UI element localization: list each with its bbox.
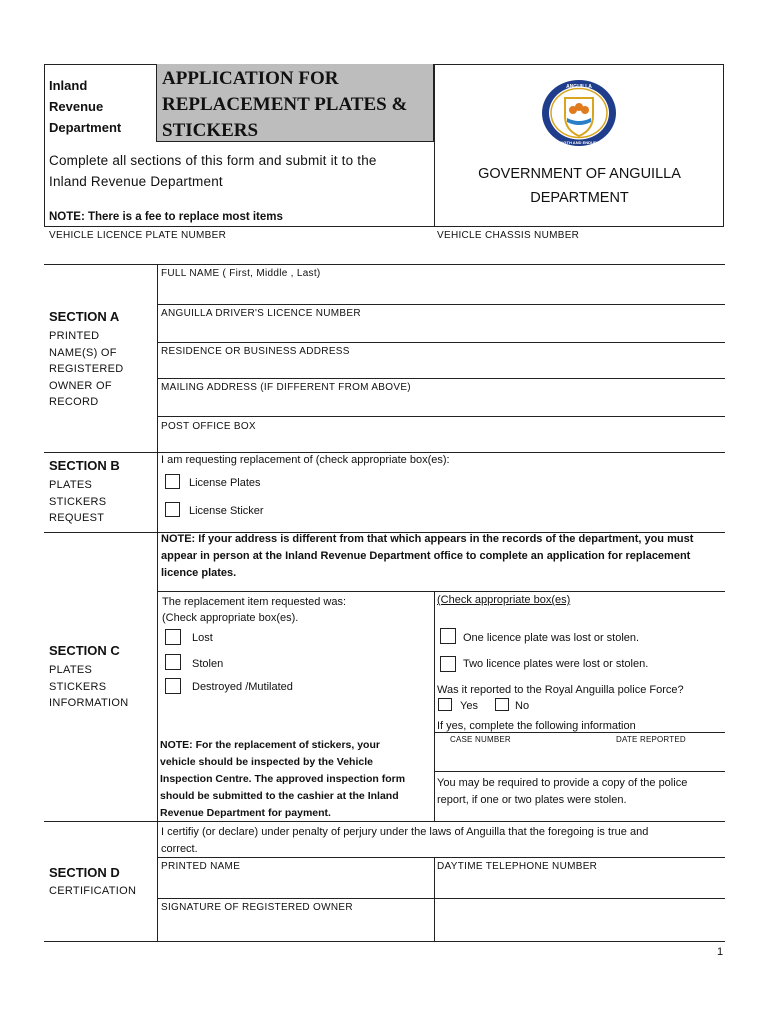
sticker-note-line5: Revenue Department for payment.: [160, 807, 331, 819]
sticker-note: [160, 737, 405, 822]
government-title: [435, 162, 724, 210]
sticker-note-line4: should be submitted to the cashier at the Inland: [160, 790, 399, 802]
sc-sub1: PLATES: [49, 664, 93, 676]
drivers-licence-field[interactable]: [160, 322, 723, 342]
two-plates-label: Two licence plates were lost or stolen.: [463, 658, 649, 670]
license-sticker-checkbox[interactable]: [165, 502, 180, 517]
signature-right-field[interactable]: [437, 900, 723, 940]
chassis-number-label: VEHICLE CHASSIS NUMBER: [437, 230, 580, 241]
rule: [434, 771, 725, 772]
instructions: [49, 150, 377, 192]
instructions-line2: Inland Revenue Department: [49, 174, 223, 189]
signature-field[interactable]: [160, 916, 432, 940]
certify-line2: correct.: [161, 843, 198, 855]
license-plates-label: License Plates: [189, 477, 261, 489]
page-number: 1: [717, 946, 724, 958]
rule: [157, 591, 725, 592]
rule: [157, 378, 725, 379]
replacement-request-intro: I am requesting replacement of (check appropriate box(es):: [161, 454, 450, 466]
police-copy-line1: You may be required to provide a copy of the police: [437, 777, 688, 789]
section-c-middle-divider: [434, 591, 435, 821]
title-line1: APPLICATION FOR: [162, 68, 339, 89]
section-a-subtitle: [49, 328, 124, 411]
if-yes-instruction: If yes, complete the following information: [437, 720, 636, 732]
section-b-heading: SECTION B: [49, 458, 120, 473]
section-c-subtitle: [49, 662, 128, 712]
printed-name-label: PRINTED NAME: [161, 861, 241, 872]
two-plates-checkbox[interactable]: [440, 656, 456, 672]
mailing-address-label: MAILING ADDRESS (IF DIFFERENT FROM ABOVE): [161, 382, 411, 393]
rule: [157, 304, 725, 305]
fee-note: NOTE: There is a fee to replace most items: [49, 211, 283, 223]
section-d-subtitle: CERTIFICATION: [49, 885, 137, 897]
one-plate-checkbox[interactable]: [440, 628, 456, 644]
dept-line2: Revenue: [49, 99, 104, 114]
yes-checkbox[interactable]: [438, 698, 452, 711]
address-note-line1: NOTE: If your address is different from that which appears in the records of the department, you must: [161, 533, 694, 545]
license-plates-checkbox[interactable]: [165, 474, 180, 489]
license-sticker-label: License Sticker: [189, 505, 264, 517]
certify-line1: I certifiy (or declare) under penalty of perjury under the laws of Anguilla that the foregoing is true and: [161, 826, 649, 838]
department-name: [49, 75, 121, 138]
section-d-heading: SECTION D: [49, 865, 120, 880]
no-label: No: [515, 700, 530, 712]
section-c-heading: SECTION C: [49, 643, 120, 658]
printed-name-field[interactable]: [160, 875, 432, 897]
destroyed-checkbox[interactable]: [165, 678, 181, 694]
residence-field[interactable]: [160, 360, 723, 378]
address-note-line3: licence plates.: [161, 567, 237, 579]
lost-checkbox[interactable]: [165, 629, 181, 645]
daytime-phone-label: DAYTIME TELEPHONE NUMBER: [437, 861, 598, 872]
full-name-field[interactable]: [160, 282, 723, 304]
anguilla-seal-icon: [538, 78, 620, 148]
section-b-subtitle: [49, 477, 106, 527]
po-box-field[interactable]: [160, 435, 723, 451]
rule: [157, 416, 725, 417]
sb-sub1: PLATES: [49, 479, 93, 491]
address-note-line2: appear in person at the Inland Revenue Department office to complete an application for replacement: [161, 550, 691, 562]
no-checkbox[interactable]: [495, 698, 509, 711]
signature-label: SIGNATURE OF REGISTERED OWNER: [161, 902, 353, 913]
dept-line1: Inland: [49, 78, 88, 93]
date-reported-label: DATE REPORTED: [616, 735, 686, 744]
police-copy-line2: report, if one or two plates were stolen.: [437, 794, 627, 806]
destroyed-label: Destroyed /Mutilated: [192, 681, 293, 693]
sa-sub5: RECORD: [49, 396, 99, 408]
sticker-note-line1: NOTE: For the replacement of stickers, your: [160, 739, 380, 751]
replaced-line1: The replacement item requested was:: [162, 596, 347, 608]
section-c-divider: [157, 532, 158, 821]
title-line2: REPLACEMENT PLATES &: [162, 94, 408, 115]
sa-sub3: REGISTERED: [49, 363, 124, 375]
dept-line3: Department: [49, 120, 122, 135]
mailing-address-field[interactable]: [160, 396, 723, 416]
residence-label: RESIDENCE OR BUSINESS ADDRESS: [161, 346, 350, 357]
replaced-line2: (Check appropriate box(es).: [162, 612, 299, 624]
replacement-item-question: [162, 594, 346, 626]
plate-number-field[interactable]: [46, 244, 432, 264]
chassis-number-field[interactable]: [437, 244, 723, 264]
seal-text-bottom: STRENGTH AND ENDURANCE: [549, 140, 609, 145]
right-check-header: (Check appropriate box(es): [437, 594, 571, 606]
sc-sub3: INFORMATION: [49, 697, 129, 709]
case-number-field[interactable]: [437, 746, 597, 770]
anguilla-seal: [538, 78, 620, 148]
instructions-line1: Complete all sections of this form and submit it to the: [49, 153, 377, 168]
lost-label: Lost: [192, 632, 213, 644]
section-d-middle-divider: [434, 857, 435, 941]
sa-sub2: NAME(S) OF: [49, 346, 117, 359]
gov-line2: DEPARTMENT: [530, 190, 629, 206]
rule: [44, 452, 725, 453]
section-a-heading: SECTION A: [49, 309, 120, 324]
seal-text-top: ANGUILLA: [566, 84, 592, 90]
rule: [157, 857, 725, 858]
drivers-licence-label: ANGUILLA DRIVER'S LICENCE NUMBER: [161, 308, 361, 319]
rule: [44, 821, 725, 822]
sb-sub3: REQUEST: [49, 512, 105, 524]
one-plate-label: One licence plate was lost or stolen.: [463, 632, 640, 644]
yes-label: Yes: [460, 700, 478, 712]
section-d-divider: [157, 821, 158, 941]
rule: [44, 264, 725, 265]
sa-sub1: PRINTED: [49, 330, 100, 342]
sticker-note-line3: Inspection Centre. The approved inspection form: [160, 773, 406, 785]
stolen-label: Stolen: [192, 658, 224, 670]
section-b-divider: [157, 452, 158, 532]
sticker-note-line2: vehicle should be inspected by the Vehicle: [160, 756, 373, 768]
date-reported-field[interactable]: [605, 746, 723, 770]
daytime-phone-field[interactable]: [437, 875, 723, 897]
police-report-question: Was it reported to the Royal Anguilla police Force?: [437, 684, 684, 696]
case-number-label: CASE NUMBER: [450, 735, 511, 744]
rule: [434, 732, 725, 733]
certification-statement: [161, 824, 648, 858]
stolen-checkbox[interactable]: [165, 654, 181, 670]
sa-sub4: OWNER OF: [49, 379, 112, 392]
section-a-divider: [157, 264, 158, 452]
title-line3: STICKERS: [162, 120, 259, 141]
gov-line1: GOVERNMENT OF ANGUILLA: [478, 166, 681, 182]
form-title: [162, 66, 407, 144]
plate-number-label: VEHICLE LICENCE PLATE NUMBER: [49, 230, 227, 241]
police-copy-note: [437, 775, 687, 809]
po-box-label: POST OFFICE BOX: [161, 421, 256, 432]
address-note: [161, 531, 693, 582]
sc-sub2: STICKERS: [49, 680, 107, 693]
rule: [157, 342, 725, 343]
rule: [157, 898, 725, 899]
rule: [44, 941, 725, 942]
full-name-label: FULL NAME ( First, Middle , Last): [161, 268, 321, 279]
sb-sub2: STICKERS: [49, 495, 107, 508]
